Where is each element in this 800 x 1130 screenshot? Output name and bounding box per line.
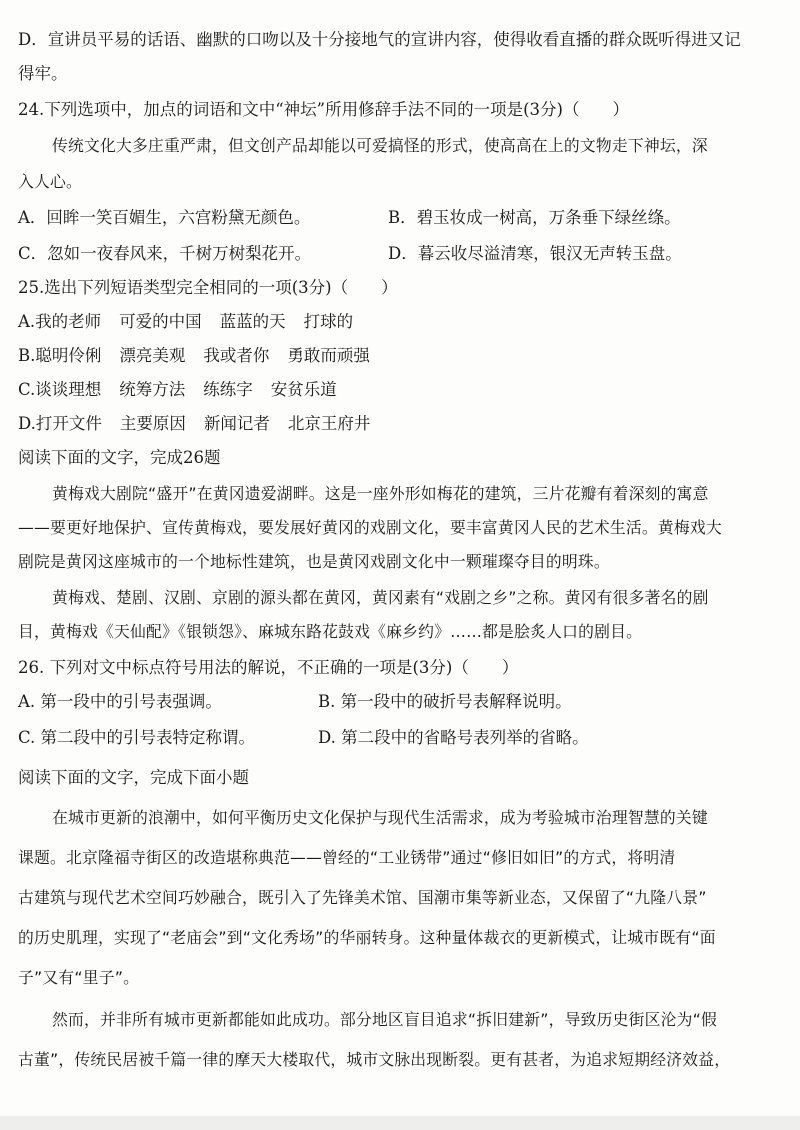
q24-options-row-2 (18, 242, 788, 266)
q24-option-d: D．暮云收尽溢清寒，银汉无声转玉盘。 (388, 244, 682, 263)
passage-27-line-1: 在城市更新的浪潮中，如何平衡历史文化保护与现代生活需求，成为考验城市治理智慧的关键 (52, 808, 708, 827)
passage-27-line-4: 的历史肌理，实现了“老庙会”到“文化秀场”的华丽转身。这种量体裁衣的更新模式，让城市既有“面 (18, 928, 716, 947)
q25-option-a (18, 310, 788, 334)
phrase: 漂亮美观 (119, 346, 186, 365)
q26-option-c: C. 第二段中的引号表特定称谓。 (18, 728, 256, 747)
passage-26-line-4: 黄梅戏、楚剧、汉剧、京剧的源头都在黄冈，黄冈素有“戏剧之乡”之称。黄冈有很多著名的剧 (52, 588, 709, 607)
reading-instruction-26: 阅读下面的文字，完成26题 (18, 448, 221, 467)
phrase: 新闻记者 (203, 414, 270, 433)
phrase: 安贫乐道 (270, 380, 337, 399)
q26-options-row-2 (18, 726, 788, 750)
passage-27-line-7: 古董”，传统民居被千篇一律的摩天大楼取代，城市文脉出现断裂。更有甚者，为追求短期经济效益， (18, 1050, 731, 1069)
phrase: 练练字 (203, 380, 253, 399)
question-26: 26. 下列对文中标点符号用法的解说，不正确的一项是(3分)（ ） (18, 658, 519, 677)
q24-option-a: A．回眸一笑百媚生，六宫粉黛无颜色。 (18, 208, 311, 227)
phrase: 我或者你 (203, 346, 270, 365)
q26-options-row-1 (18, 690, 788, 714)
phrase: A.我的老师 (18, 312, 102, 331)
q23-option-d: D．宣讲员平易的话语、幽默的口吻以及十分接地气的宣讲内容，使得收看直播的群众既听得进又记 (18, 30, 741, 49)
phrase: 北京王府井 (287, 414, 371, 433)
phrase: 可爱的中国 (119, 312, 202, 331)
phrase: 主要原因 (119, 414, 186, 433)
phrase: B.聪明伶俐 (18, 346, 102, 365)
q23-option-d-cont: 得牢。 (18, 64, 68, 83)
question-25: 25.选出下列短语类型完全相同的一项(3分)（ ） (18, 278, 398, 297)
passage-26-line-5: 目，黄梅戏《天仙配》《银锁怨》、麻城东路花鼓戏《麻乡约》……都是脍炙人口的剧目。 (18, 622, 643, 641)
phrase: D.打开文件 (18, 414, 102, 433)
q26-option-d: D. 第二段中的省略号表列举的省略。 (318, 728, 589, 747)
q25-option-b (18, 344, 788, 368)
q24-passage-line-2: 入人心。 (18, 172, 82, 191)
passage-26-line-1: 黄梅戏大剧院“盛开”在黄冈遗爱湖畔。这是一座外形如梅花的建筑，三片花瓣有着深刻的寓意 (52, 484, 709, 503)
q24-option-b: B．碧玉妆成一树高，万条垂下绿丝绦。 (388, 208, 681, 227)
passage-27-line-2: 课题。北京隆福寺街区的改造堪称典范——曾经的“工业锈带”通过“修旧如旧”的方式，将明清 (18, 848, 676, 867)
question-24: 24.下列选项中，加点的词语和文中“神坛”所用修辞手法不同的一项是(3分)（ ） (18, 100, 629, 119)
q25-option-d (18, 412, 788, 436)
phrase: 蓝蓝的天 (219, 312, 286, 331)
q26-option-a: A. 第一段中的引号表强调。 (18, 692, 222, 711)
passage-27-line-6: 然而，并非所有城市更新都能如此成功。部分地区盲目追求“拆旧建新”，导致历史街区沦为“假 (52, 1010, 718, 1029)
phrase: C.谈谈理想 (18, 380, 102, 399)
passage-26-line-3: 剧院是黄冈这座城市的一个地标性建筑，也是黄冈戏剧文化中一颗璀璨夺目的明珠。 (18, 552, 610, 571)
q25-option-c (18, 378, 788, 402)
page-bottom-edge (0, 1116, 800, 1130)
q24-options-row-1 (18, 206, 788, 230)
reading-instruction-27: 阅读下面的文字，完成下面小题 (18, 768, 249, 787)
phrase: 打球的 (303, 312, 354, 331)
q24-passage-line-1: 传统文化大多庄重严肃，但文创产品却能以可爱搞怪的形式，使高高在上的文物走下神坛，深 (52, 136, 708, 155)
passage-26-line-2: ——要更好地保护、宣传黄梅戏，要发展好黄冈的戏剧文化，要丰富黄冈人民的艺术生活。黄梅戏大 (18, 518, 722, 537)
phrase: 统筹方法 (119, 380, 186, 399)
passage-27-line-3: 古建筑与现代艺术空间巧妙融合，既引入了先锋美术馆、国潮市集等新业态，又保留了“九隆八景” (18, 888, 707, 907)
q26-option-b: B. 第一段中的破折号表解释说明。 (318, 692, 572, 711)
passage-27-line-5: 子”又有“里子”。 (18, 968, 140, 987)
q24-option-c: C．忽如一夜春风来，千树万树梨花开。 (18, 244, 312, 263)
phrase: 勇敢而顽强 (287, 346, 370, 365)
